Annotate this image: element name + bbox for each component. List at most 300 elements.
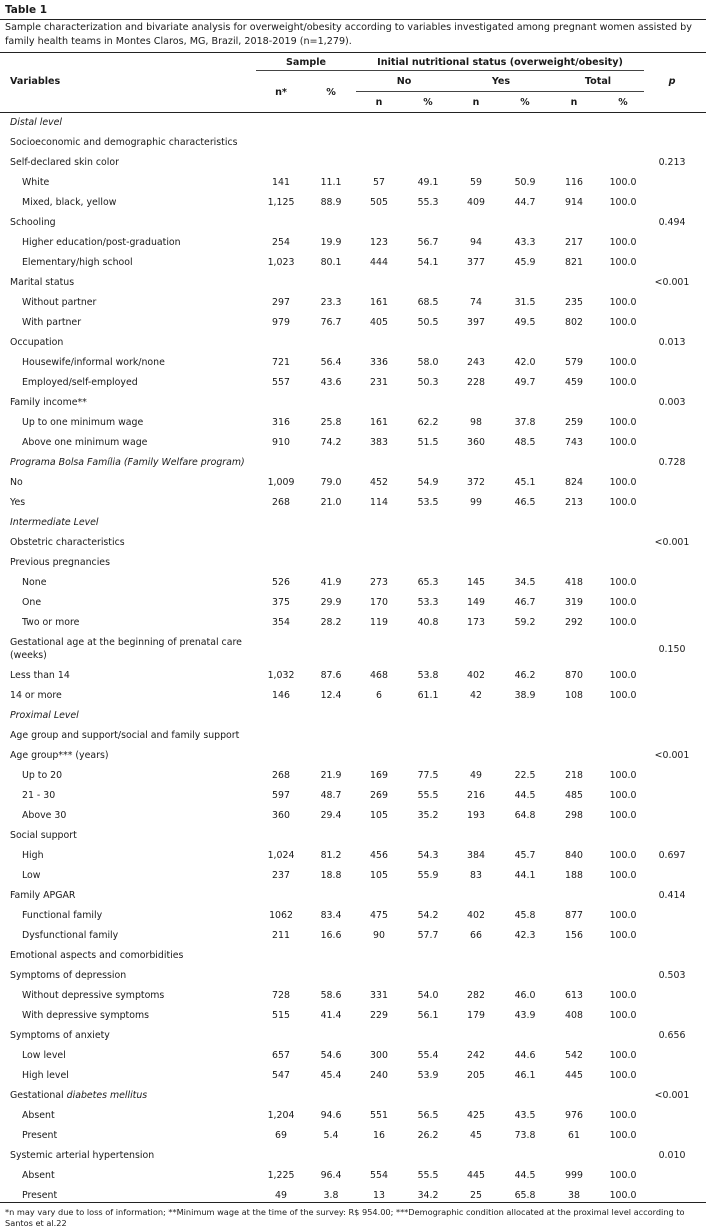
cell-total-n: 542	[565, 1050, 583, 1061]
cell-no-n: 505	[370, 197, 388, 208]
cell-total-n: 408	[565, 1010, 583, 1021]
row-label: Higher education/post-graduation	[22, 237, 181, 248]
table-row	[0, 890, 706, 910]
cell-total-pct: 100.0	[609, 690, 637, 701]
cell-yes-n: 372	[467, 477, 485, 488]
cell-no-n: 105	[370, 870, 388, 881]
table-row	[0, 597, 706, 617]
cell-sample-n: 1,024	[267, 850, 295, 861]
cell-total-n: 116	[565, 177, 583, 188]
row-label: Up to one minimum wage	[22, 417, 144, 428]
table-row	[0, 457, 706, 477]
cell-total-n: 914	[565, 197, 583, 208]
row-label: Gestational age at the beginning of prenatal care	[10, 637, 242, 648]
cell-no-pct: 55.3	[417, 197, 439, 208]
row-label: Age group and support/social and family support	[10, 730, 240, 741]
header-no-n: n	[375, 97, 383, 108]
cell-total-n: 217	[565, 237, 583, 248]
cell-total-pct: 100.0	[609, 417, 637, 428]
table-row	[0, 117, 706, 137]
cell-yes-pct: 31.5	[514, 297, 536, 308]
cell-no-n: 300	[370, 1050, 388, 1061]
cell-sample-pct: 56.4	[320, 357, 342, 368]
cell-yes-n: 149	[467, 597, 485, 608]
cell-yes-n: 173	[467, 617, 485, 628]
table-row	[0, 617, 706, 637]
sample-underline	[256, 70, 356, 71]
row-label: None	[22, 577, 47, 588]
cell-yes-pct: 73.8	[514, 1130, 536, 1141]
table-row	[0, 710, 706, 730]
cell-p-value: <0.001	[654, 277, 690, 288]
cell-sample-n: 354	[272, 617, 290, 628]
table-row	[0, 770, 706, 790]
table-row	[0, 237, 706, 257]
row-label: Proximal Level	[10, 710, 79, 721]
cell-sample-n: 69	[275, 1130, 287, 1141]
cell-yes-n: 94	[470, 237, 482, 248]
row-label: Mixed, black, yellow	[22, 197, 117, 208]
cell-yes-n: 402	[467, 910, 485, 921]
row-label: Yes	[10, 497, 26, 508]
cell-no-n: 383	[370, 437, 388, 448]
cell-no-n: 123	[370, 237, 388, 248]
cell-total-pct: 100.0	[609, 930, 637, 941]
table-row	[0, 437, 706, 457]
table-row	[0, 277, 706, 297]
row-label: High level	[22, 1070, 69, 1081]
row-label: Obstetric characteristics	[10, 537, 125, 548]
cell-sample-pct: 12.4	[320, 690, 342, 701]
cell-yes-pct: 44.5	[514, 1170, 536, 1181]
row-label: Symptoms of anxiety	[10, 1030, 110, 1041]
cell-sample-n: 657	[272, 1050, 290, 1061]
cell-total-n: 870	[565, 670, 583, 681]
cell-total-n: 235	[565, 297, 583, 308]
cell-sample-n: 597	[272, 790, 290, 801]
cell-no-pct: 55.5	[417, 1170, 439, 1181]
header-total-n: n	[570, 97, 578, 108]
cell-no-pct: 53.5	[417, 497, 439, 508]
table-row	[0, 870, 706, 890]
cell-yes-n: 74	[470, 297, 482, 308]
cell-yes-pct: 43.5	[514, 1110, 536, 1121]
cell-sample-n: 211	[272, 930, 290, 941]
cell-yes-pct: 45.8	[514, 910, 536, 921]
cell-yes-pct: 46.5	[514, 497, 536, 508]
table-row	[0, 670, 706, 690]
header-bottom-rule	[0, 112, 706, 113]
table-row	[0, 1110, 706, 1130]
header-no: No	[396, 76, 412, 87]
cell-no-pct: 53.9	[417, 1070, 439, 1081]
row-label: Without depressive symptoms	[22, 990, 165, 1001]
table-row	[0, 1010, 706, 1030]
row-label: Without partner	[22, 297, 97, 308]
cell-sample-n: 1,009	[267, 477, 295, 488]
row-label: Occupation	[10, 337, 64, 348]
cell-yes-pct: 22.5	[514, 770, 536, 781]
cell-no-n: 269	[370, 790, 388, 801]
cell-total-n: 445	[565, 1070, 583, 1081]
row-label: Family APGAR	[10, 890, 76, 901]
cell-yes-n: 42	[470, 690, 482, 701]
cell-total-pct: 100.0	[609, 477, 637, 488]
cell-sample-pct: 76.7	[320, 317, 342, 328]
table-row	[0, 517, 706, 537]
cell-no-pct: 54.3	[417, 850, 439, 861]
cell-yes-n: 384	[467, 850, 485, 861]
row-label: Self-declared skin color	[10, 157, 119, 168]
row-label: Gestational diabetes mellitus	[10, 1090, 148, 1101]
row-label: 14 or more	[10, 690, 62, 701]
cell-yes-n: 228	[467, 377, 485, 388]
cell-no-pct: 56.1	[417, 1010, 439, 1021]
row-label: Above one minimum wage	[22, 437, 148, 448]
cell-yes-pct: 50.9	[514, 177, 536, 188]
cell-total-pct: 100.0	[609, 910, 637, 921]
table-row	[0, 297, 706, 317]
table-caption: Sample characterization and bivariate analysis for overweight/obesity according to variables investigated among pregnant women assisted by family health teams in Montes Claros, MG, Brazil, 2018-2019 (n=1,279).	[5, 22, 692, 47]
row-label: Social support	[10, 830, 77, 841]
cell-sample-pct: 58.6	[320, 990, 342, 1001]
cell-no-n: 170	[370, 597, 388, 608]
cell-no-pct: 34.2	[417, 1190, 439, 1201]
table-row	[0, 930, 706, 950]
cell-total-n: 213	[565, 497, 583, 508]
cell-total-pct: 100.0	[609, 790, 637, 801]
cell-sample-pct: 87.6	[320, 670, 342, 681]
cell-no-n: 554	[370, 1170, 388, 1181]
row-label: Symptoms of depression	[10, 970, 127, 981]
cell-yes-n: 425	[467, 1110, 485, 1121]
cell-yes-n: 193	[467, 810, 485, 821]
sub-underline	[356, 91, 644, 92]
table-row	[0, 730, 706, 750]
cell-no-pct: 54.9	[417, 477, 439, 488]
row-label: Functional family	[22, 910, 103, 921]
cell-sample-n: 146	[272, 690, 290, 701]
cell-yes-pct: 43.9	[514, 1010, 536, 1021]
table-row	[0, 1090, 706, 1110]
cell-yes-pct: 42.3	[514, 930, 536, 941]
cell-yes-pct: 45.7	[514, 850, 536, 861]
row-label: Low	[22, 870, 41, 881]
cell-p-value: 0.503	[658, 970, 686, 981]
cell-p-value: 0.414	[658, 890, 686, 901]
cell-total-n: 38	[568, 1190, 580, 1201]
cell-total-pct: 100.0	[609, 870, 637, 881]
table-row	[0, 137, 706, 157]
cell-total-pct: 100.0	[609, 670, 637, 681]
cell-no-pct: 61.1	[417, 690, 439, 701]
cell-yes-n: 445	[467, 1170, 485, 1181]
table-row	[0, 477, 706, 497]
cell-total-pct: 100.0	[609, 317, 637, 328]
cell-total-pct: 100.0	[609, 297, 637, 308]
cell-sample-pct: 21.9	[320, 770, 342, 781]
cell-no-pct: 35.2	[417, 810, 439, 821]
cell-p-value: 0.728	[658, 457, 686, 468]
table-row	[0, 910, 706, 930]
cell-sample-pct: 41.4	[320, 1010, 342, 1021]
cell-yes-pct: 43.3	[514, 237, 536, 248]
header-total-pct: %	[618, 97, 628, 108]
cell-total-n: 61	[568, 1130, 580, 1141]
cell-no-pct: 57.7	[417, 930, 439, 941]
cell-yes-pct: 64.8	[514, 810, 536, 821]
table-row	[0, 950, 706, 970]
cell-sample-pct: 79.0	[320, 477, 342, 488]
cell-no-n: 114	[370, 497, 388, 508]
cell-no-pct: 55.4	[417, 1050, 439, 1061]
cell-yes-n: 59	[470, 177, 482, 188]
cell-sample-pct: 81.2	[320, 850, 342, 861]
cell-total-pct: 100.0	[609, 810, 637, 821]
cell-sample-pct: 41.9	[320, 577, 342, 588]
cell-sample-pct: 18.8	[320, 870, 342, 881]
cell-no-pct: 53.3	[417, 597, 439, 608]
cell-total-pct: 100.0	[609, 850, 637, 861]
cell-sample-n: 1,204	[267, 1110, 295, 1121]
row-label: Age group*** (years)	[10, 750, 109, 761]
cell-total-n: 298	[565, 810, 583, 821]
header-total: Total	[584, 76, 612, 87]
cell-sample-pct: 45.4	[320, 1070, 342, 1081]
row-label: Distal level	[10, 117, 63, 128]
cell-total-n: 108	[565, 690, 583, 701]
cell-yes-n: 25	[470, 1190, 482, 1201]
row-label: 21 - 30	[22, 790, 56, 801]
table-row	[0, 1150, 706, 1170]
cell-p-value: <0.001	[654, 537, 690, 548]
row-label: Housewife/informal work/none	[22, 357, 165, 368]
cell-no-n: 229	[370, 1010, 388, 1021]
cell-p-value: 0.150	[658, 644, 686, 655]
cell-total-pct: 100.0	[609, 237, 637, 248]
cell-yes-pct: 44.7	[514, 197, 536, 208]
cell-sample-n: 526	[272, 577, 290, 588]
cell-sample-pct: 21.0	[320, 497, 342, 508]
cell-total-n: 999	[565, 1170, 583, 1181]
header-sample-n: n*	[275, 87, 287, 98]
row-label: Above 30	[22, 810, 67, 821]
cell-sample-n: 1,023	[267, 257, 295, 268]
cell-no-pct: 40.8	[417, 617, 439, 628]
table-row	[0, 850, 706, 870]
table-row	[0, 637, 706, 670]
header-sample: Sample	[285, 57, 327, 68]
cell-p-value: <0.001	[654, 750, 690, 761]
cell-total-pct: 100.0	[609, 357, 637, 368]
cell-yes-pct: 45.1	[514, 477, 536, 488]
cell-sample-pct: 74.2	[320, 437, 342, 448]
cell-yes-pct: 46.2	[514, 670, 536, 681]
cell-total-pct: 100.0	[609, 437, 637, 448]
cell-total-n: 877	[565, 910, 583, 921]
cell-total-pct: 100.0	[609, 1110, 637, 1121]
cell-sample-pct: 3.8	[323, 1190, 339, 1201]
cell-sample-pct: 28.2	[320, 617, 342, 628]
cell-sample-n: 141	[272, 177, 290, 188]
cell-total-n: 976	[565, 1110, 583, 1121]
cell-no-pct: 51.5	[417, 437, 439, 448]
row-label: Absent	[22, 1110, 55, 1121]
table-row	[0, 197, 706, 217]
cell-yes-n: 83	[470, 870, 482, 881]
table-row	[0, 970, 706, 990]
cell-total-pct: 100.0	[609, 1050, 637, 1061]
cell-sample-n: 49	[275, 1190, 287, 1201]
cell-yes-pct: 59.2	[514, 617, 536, 628]
cell-yes-n: 360	[467, 437, 485, 448]
cell-total-pct: 100.0	[609, 577, 637, 588]
cell-yes-pct: 46.1	[514, 1070, 536, 1081]
cell-sample-n: 237	[272, 870, 290, 881]
cell-total-n: 824	[565, 477, 583, 488]
row-label: Present	[22, 1190, 58, 1201]
table-row	[0, 337, 706, 357]
header-variables: Variables	[10, 76, 61, 87]
cell-no-pct: 54.2	[417, 910, 439, 921]
cell-sample-pct: 96.4	[320, 1170, 342, 1181]
cell-sample-pct: 94.6	[320, 1110, 342, 1121]
table-label: Table 1	[5, 4, 48, 16]
row-label: One	[22, 597, 42, 608]
row-label: High	[22, 850, 44, 861]
cell-sample-pct: 19.9	[320, 237, 342, 248]
table-row	[0, 1170, 706, 1190]
cell-yes-pct: 46.0	[514, 990, 536, 1001]
cell-no-pct: 50.5	[417, 317, 439, 328]
cell-yes-n: 45	[470, 1130, 482, 1141]
row-label: Present	[22, 1130, 58, 1141]
table-row	[0, 377, 706, 397]
cell-sample-n: 1,125	[267, 197, 295, 208]
cell-yes-pct: 49.5	[514, 317, 536, 328]
cell-p-value: <0.001	[654, 1090, 690, 1101]
table-row	[0, 990, 706, 1010]
cell-p-value: 0.013	[658, 337, 686, 348]
cell-no-n: 452	[370, 477, 388, 488]
cell-sample-pct: 80.1	[320, 257, 342, 268]
cell-total-pct: 100.0	[609, 617, 637, 628]
cell-no-n: 16	[373, 1130, 385, 1141]
cell-total-n: 218	[565, 770, 583, 781]
row-label: Programa Bolsa Família (Family Welfare program)	[10, 457, 245, 468]
table-row	[0, 397, 706, 417]
cell-yes-n: 409	[467, 197, 485, 208]
cell-yes-pct: 34.5	[514, 577, 536, 588]
cell-no-n: 336	[370, 357, 388, 368]
cell-p-value: 0.010	[658, 1150, 686, 1161]
table-row	[0, 177, 706, 197]
cell-total-n: 156	[565, 930, 583, 941]
row-label: Schooling	[10, 217, 56, 228]
cell-sample-n: 297	[272, 297, 290, 308]
cell-no-n: 119	[370, 617, 388, 628]
row-label: Two or more	[22, 617, 80, 628]
cell-total-n: 840	[565, 850, 583, 861]
cell-sample-pct: 83.4	[320, 910, 342, 921]
cell-p-value: 0.003	[658, 397, 686, 408]
row-label: Low level	[22, 1050, 66, 1061]
header-p: p	[668, 76, 676, 87]
table-row	[0, 497, 706, 517]
cell-sample-n: 910	[272, 437, 290, 448]
cell-no-n: 444	[370, 257, 388, 268]
cell-sample-n: 547	[272, 1070, 290, 1081]
cell-sample-n: 728	[272, 990, 290, 1001]
cell-total-pct: 100.0	[609, 177, 637, 188]
table-row	[0, 537, 706, 557]
cell-no-n: 105	[370, 810, 388, 821]
cell-total-pct: 100.0	[609, 1190, 637, 1201]
table-row	[0, 317, 706, 337]
cell-total-pct: 100.0	[609, 497, 637, 508]
cell-total-n: 821	[565, 257, 583, 268]
header-yes-pct: %	[520, 97, 530, 108]
header-top-rule	[0, 52, 706, 53]
cell-no-n: 551	[370, 1110, 388, 1121]
cell-no-n: 456	[370, 850, 388, 861]
cell-no-pct: 55.5	[417, 790, 439, 801]
table-row	[0, 1050, 706, 1070]
row-label: Marital status	[10, 277, 75, 288]
cell-yes-pct: 48.5	[514, 437, 536, 448]
row-label: Socioeconomic and demographic characteristics	[10, 137, 238, 148]
cell-yes-n: 205	[467, 1070, 485, 1081]
cell-sample-pct: 54.6	[320, 1050, 342, 1061]
cell-no-pct: 50.3	[417, 377, 439, 388]
cell-total-n: 188	[565, 870, 583, 881]
table-row	[0, 417, 706, 437]
cell-yes-pct: 38.9	[514, 690, 536, 701]
status-underline	[356, 70, 644, 71]
cell-sample-n: 1062	[269, 910, 293, 921]
cell-sample-n: 979	[272, 317, 290, 328]
cell-no-pct: 68.5	[417, 297, 439, 308]
cell-total-n: 579	[565, 357, 583, 368]
cell-sample-n: 1,225	[267, 1170, 295, 1181]
cell-yes-n: 99	[470, 497, 482, 508]
cell-yes-pct: 44.1	[514, 870, 536, 881]
cell-yes-pct: 44.6	[514, 1050, 536, 1061]
cell-total-pct: 100.0	[609, 1130, 637, 1141]
cell-yes-n: 243	[467, 357, 485, 368]
header-yes-n: n	[472, 97, 480, 108]
cell-p-value: 0.213	[658, 157, 686, 168]
cell-yes-pct: 45.9	[514, 257, 536, 268]
header-sample-pct: %	[326, 87, 336, 98]
cell-sample-n: 316	[272, 417, 290, 428]
cell-yes-n: 145	[467, 577, 485, 588]
cell-total-pct: 100.0	[609, 1170, 637, 1181]
cell-yes-n: 282	[467, 990, 485, 1001]
cell-sample-n: 557	[272, 377, 290, 388]
cell-no-pct: 54.0	[417, 990, 439, 1001]
cell-p-value: 0.697	[658, 850, 686, 861]
cell-no-pct: 55.9	[417, 870, 439, 881]
cell-sample-n: 360	[272, 810, 290, 821]
row-label: Up to 20	[22, 770, 63, 781]
cell-no-pct: 49.1	[417, 177, 439, 188]
cell-sample-pct: 23.3	[320, 297, 342, 308]
table-row	[0, 810, 706, 830]
table-row	[0, 750, 706, 770]
row-label: Absent	[22, 1170, 55, 1181]
row-label: Previous pregnancies	[10, 557, 110, 568]
